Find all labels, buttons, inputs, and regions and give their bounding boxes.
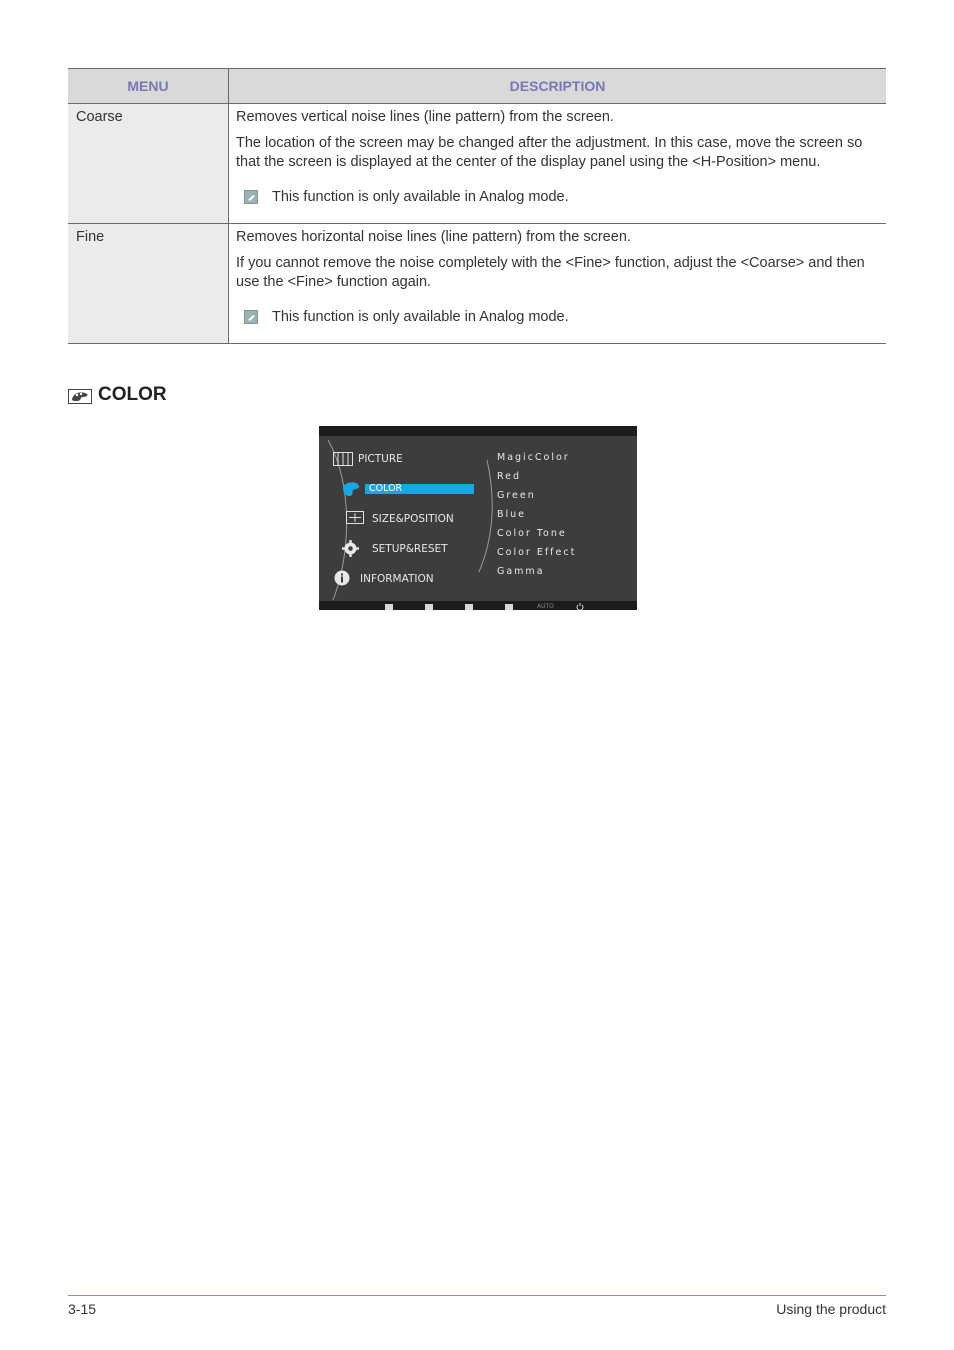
page-number: 3-15: [68, 1301, 97, 1317]
osd-auto-label: AUTO: [537, 603, 554, 610]
description-text: Removes horizontal noise lines (line pattern) from the screen.: [236, 229, 631, 245]
picture-icon: [333, 452, 353, 466]
enter-button-icon: [505, 604, 513, 610]
size-position-icon: [346, 511, 364, 524]
note-icon: [244, 190, 258, 204]
chapter-title: Using the product: [776, 1301, 886, 1317]
menu-cell-coarse: Coarse: [68, 104, 229, 224]
section-title: COLOR: [98, 384, 167, 405]
up-button-icon: [465, 604, 473, 610]
description-cell: [229, 224, 887, 344]
osd-menu-screenshot: [319, 426, 637, 610]
description-text: If you cannot remove the noise completely with the <Fine> function, adjust the <Coarse> and then use the <Fine> function again.: [236, 255, 865, 290]
osd-submenu-item: Color Effect: [497, 547, 577, 558]
osd-submenu-item: Color Tone: [497, 528, 567, 539]
information-icon: [334, 570, 350, 586]
table-header-row: [68, 69, 886, 104]
osd-submenu-item: Gamma: [497, 566, 545, 577]
osd-submenu-item: MagicColor: [497, 452, 570, 463]
osd-menu-item-information: INFORMATION: [360, 573, 434, 585]
osd-submenu-item: Blue: [497, 509, 527, 520]
osd-menu-item-size-position: SIZE&POSITION: [372, 513, 454, 525]
description-text: Removes vertical noise lines (line pattern) from the screen.: [236, 109, 614, 125]
note: [236, 308, 879, 327]
description-cell: [229, 104, 887, 224]
osd-selected-item: COLOR: [365, 484, 474, 494]
osd-bottom-bar: [319, 601, 637, 610]
osd-menu-item-picture: PICTURE: [358, 453, 403, 465]
color-palette-icon: [68, 389, 92, 404]
table-row: [68, 224, 886, 344]
note: [236, 188, 879, 207]
note-text: This function is only available in Analog mode.: [272, 309, 569, 325]
footer-divider: [68, 1295, 886, 1296]
description-column-header: DESCRIPTION: [229, 69, 887, 104]
description-text: The location of the screen may be changed after the adjustment. In this case, move the screen so that the screen is displayed at the center of the display panel using the <H-Position> menu.: [236, 135, 863, 170]
color-icon: [341, 480, 361, 498]
settings-table: [68, 68, 886, 344]
menu-button-icon: [385, 604, 393, 610]
menu-cell-fine: Fine: [68, 224, 229, 344]
menu-column-header: MENU: [68, 69, 229, 104]
osd-menu-item-setup-reset: SETUP&RESET: [372, 543, 448, 555]
note-icon: [244, 310, 258, 324]
power-button-icon: [576, 603, 584, 610]
osd-submenu-item: Red: [497, 471, 522, 482]
note-text: This function is only available in Analog mode.: [272, 189, 569, 205]
table-row: [68, 104, 886, 224]
down-button-icon: [425, 604, 433, 610]
setup-gear-icon: [342, 540, 359, 557]
osd-submenu-item: Green: [497, 490, 536, 501]
